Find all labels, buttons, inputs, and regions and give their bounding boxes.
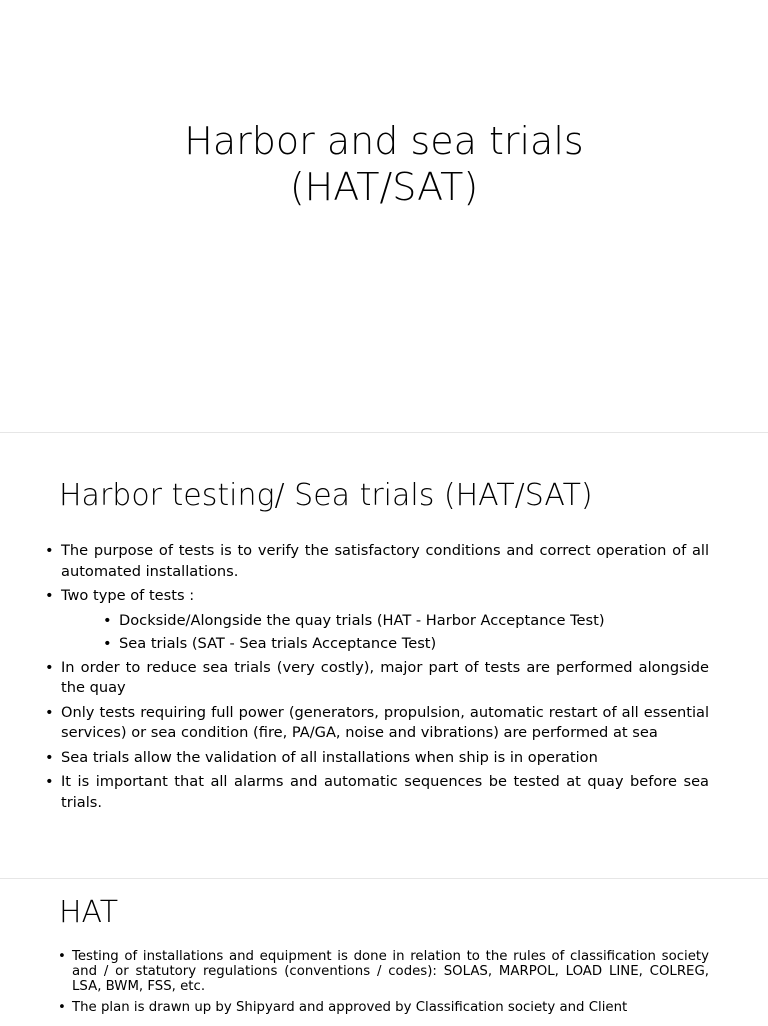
bullet-marker: • — [45, 658, 54, 676]
bullet-item — [55, 1000, 709, 1015]
bullet-marker: • — [58, 1000, 66, 1015]
slide-hat-sat-overview — [0, 432, 768, 878]
bullet-marker: • — [103, 635, 112, 652]
bullet-text: The plan is drawn up by Shipyard and approved by Classification society and Client — [72, 1000, 628, 1015]
bullet-text: Sea trials allow the validation of all installations when ship is in operation — [61, 748, 598, 766]
slide-heading: HAT — [59, 895, 119, 930]
bullet-text: Sea trials (SAT - Sea trials Acceptance Test) — [119, 635, 437, 652]
slide-hat — [0, 878, 768, 1026]
bullet-item — [41, 586, 709, 607]
slide-cover — [0, 0, 768, 432]
bullet-item — [55, 949, 709, 994]
sub-bullet-item — [41, 634, 709, 655]
bullet-marker: • — [45, 703, 54, 721]
bullet-text: Testing of installations and equipment is done in relation to the rules of classification society and / or statutory regulations (conventions / codes): SOLAS, MARPOL, LOAD LINE, COLREG, LSA, BWM, FSS, etc. — [72, 949, 709, 994]
bullet-text: Only tests requiring full power (generators, propulsion, automatic restart of all essential services) or sea condition (fire, PA/GA, noise and vibrations) are performed at sea — [61, 703, 709, 741]
bullet-item — [41, 703, 709, 744]
bullet-item — [41, 658, 709, 699]
bullet-text: In order to reduce sea trials (very costly), major part of tests are performed alongside the quay — [61, 658, 709, 696]
bullet-marker: • — [45, 542, 54, 559]
bullet-list — [55, 949, 709, 1021]
bullet-item — [41, 772, 709, 813]
bullet-text: The purpose of tests is to verify the satisfactory conditions and correct operation of all automated installations. — [61, 542, 709, 580]
bullet-marker: • — [45, 587, 54, 604]
bullet-marker: • — [45, 748, 54, 766]
bullet-item — [41, 748, 709, 769]
slide-heading: Harbor testing/ Sea trials (HAT/SAT) — [59, 478, 593, 513]
bullet-text: It is important that all alarms and automatic sequences be tested at quay before sea trials. — [61, 773, 709, 811]
bullet-text: Two type of tests : — [61, 587, 195, 604]
bullet-item — [41, 541, 709, 582]
bullet-list — [41, 541, 709, 817]
bullet-marker: • — [45, 773, 54, 790]
bullet-text: Dockside/Alongside the quay trials (HAT - Harbor Acceptance Test) — [119, 611, 605, 629]
cover-title-line-2: (HAT/SAT) — [289, 165, 479, 209]
bullet-marker: • — [103, 611, 112, 629]
cover-title-line-1: Harbor and sea trials — [184, 119, 584, 163]
cover-title — [0, 118, 768, 210]
bullet-marker: • — [58, 949, 66, 964]
sub-bullet-item — [41, 611, 709, 632]
